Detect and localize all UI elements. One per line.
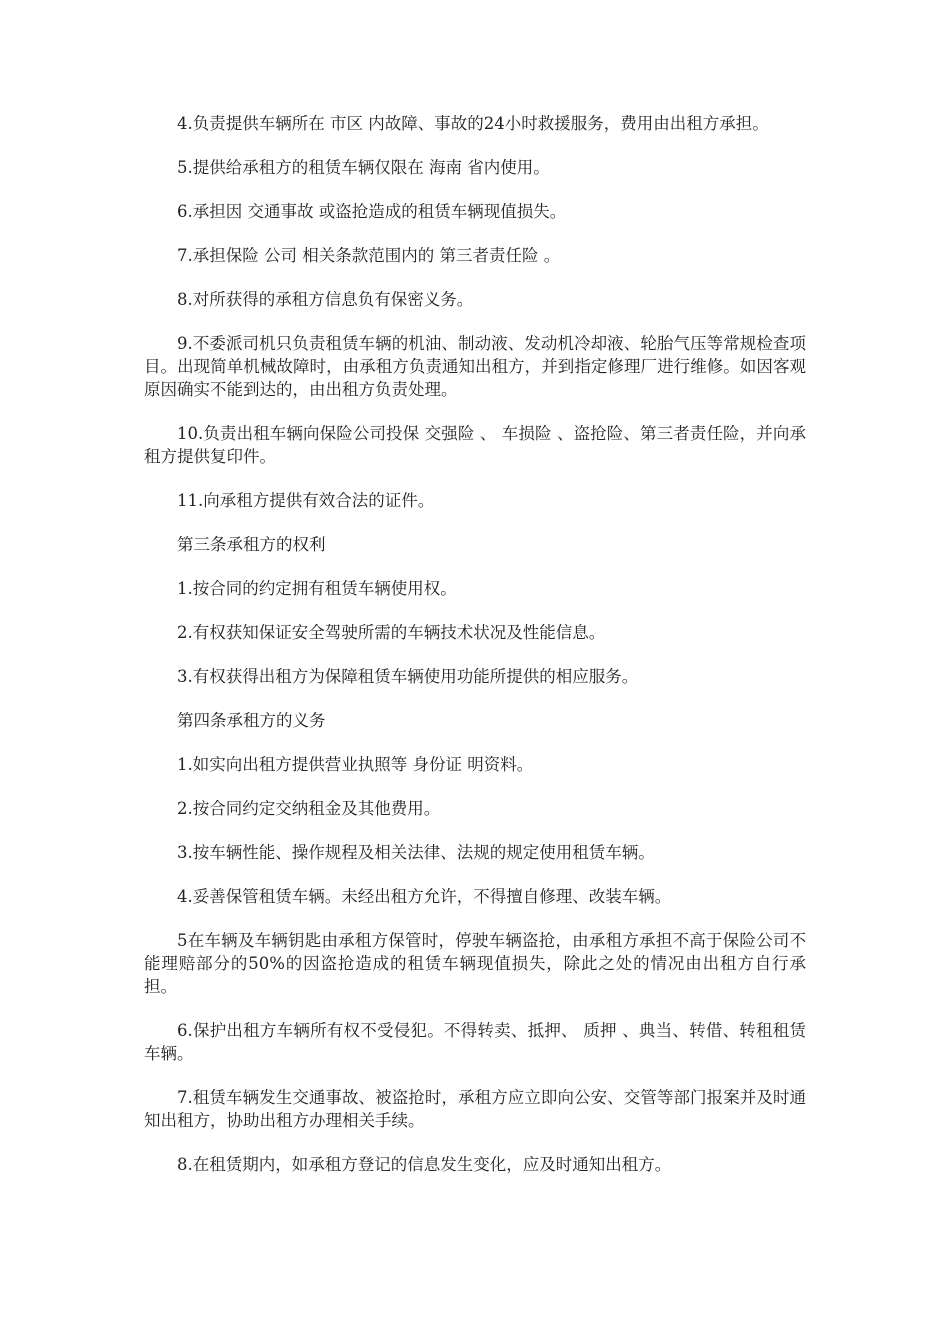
clause-paragraph: 5.提供给承租方的租赁车辆仅限在 海南 省内使用。 bbox=[177, 158, 550, 177]
clause-paragraph: 6.承担因 交通事故 或盗抢造成的租赁车辆现值损失。 bbox=[177, 202, 567, 221]
clause-paragraph: 1.如实向出租方提供营业执照等 身份证 明资料。 bbox=[177, 755, 534, 774]
clause-paragraph: 7.租赁车辆发生交通事故、被盗抢时，承租方应立即向公安、交管等部门报案并及时通知出租方，协助出租方办理相关手续。 bbox=[144, 1088, 806, 1130]
clause-paragraph: 7.承担保险 公司 相关条款范围内的 第三者责任险 。 bbox=[177, 246, 561, 265]
clause-paragraph: 10.负责出租车辆向保险公司投保 交强险 、 车损险 、盗抢险、第三者责任险，并向承租方提供复印件。 bbox=[144, 424, 806, 466]
clause-paragraph: 9.不委派司机只负责租赁车辆的机油、制动液、发动机冷却液、轮胎气压等常规检查项目。出现简单机械故障时，由承租方负责通知出租方，并到指定修理厂进行维修。如因客观原因确实不能到达的，由出租方负责处理。 bbox=[144, 334, 806, 399]
section-heading: 第三条承租方的权利 bbox=[177, 535, 326, 554]
document-body bbox=[144, 112, 806, 1197]
clause-paragraph: 2.有权获知保证安全驾驶所需的车辆技术状况及性能信息。 bbox=[177, 623, 606, 642]
clause-paragraph: 2.按合同约定交纳租金及其他费用。 bbox=[177, 799, 441, 818]
clause-paragraph: 3.有权获得出租方为保障租赁车辆使用功能所提供的相应服务。 bbox=[177, 667, 639, 686]
clause-paragraph: 3.按车辆性能、操作规程及相关法律、法规的规定使用租赁车辆。 bbox=[177, 843, 655, 862]
clause-paragraph: 8.在租赁期内，如承租方登记的信息发生变化，应及时通知出租方。 bbox=[177, 1155, 672, 1174]
clause-paragraph: 1.按合同的约定拥有租赁车辆使用权。 bbox=[177, 579, 457, 598]
clause-paragraph: 11.向承租方提供有效合法的证件。 bbox=[177, 491, 435, 510]
clause-paragraph: 6.保护出租方车辆所有权不受侵犯。不得转卖、抵押、 质押 、典当、转借、转租租赁车辆。 bbox=[144, 1021, 806, 1063]
section-heading: 第四条承租方的义务 bbox=[177, 711, 326, 730]
clause-paragraph: 4.负责提供车辆所在 市区 内故障、事故的24小时救援服务，费用由出租方承担。 bbox=[177, 114, 769, 133]
clause-paragraph: 5在车辆及车辆钥匙由承租方保管时，停驶车辆盗抢，由承租方承担不高于保险公司不能理赔部分的50%的因盗抢造成的租赁车辆现值损失，除此之处的情况由出租方自行承担。 bbox=[144, 931, 806, 996]
clause-paragraph: 4.妥善保管租赁车辆。未经出租方允许，不得擅自修理、改装车辆。 bbox=[177, 887, 672, 906]
clause-paragraph: 8.对所获得的承租方信息负有保密义务。 bbox=[177, 290, 474, 309]
